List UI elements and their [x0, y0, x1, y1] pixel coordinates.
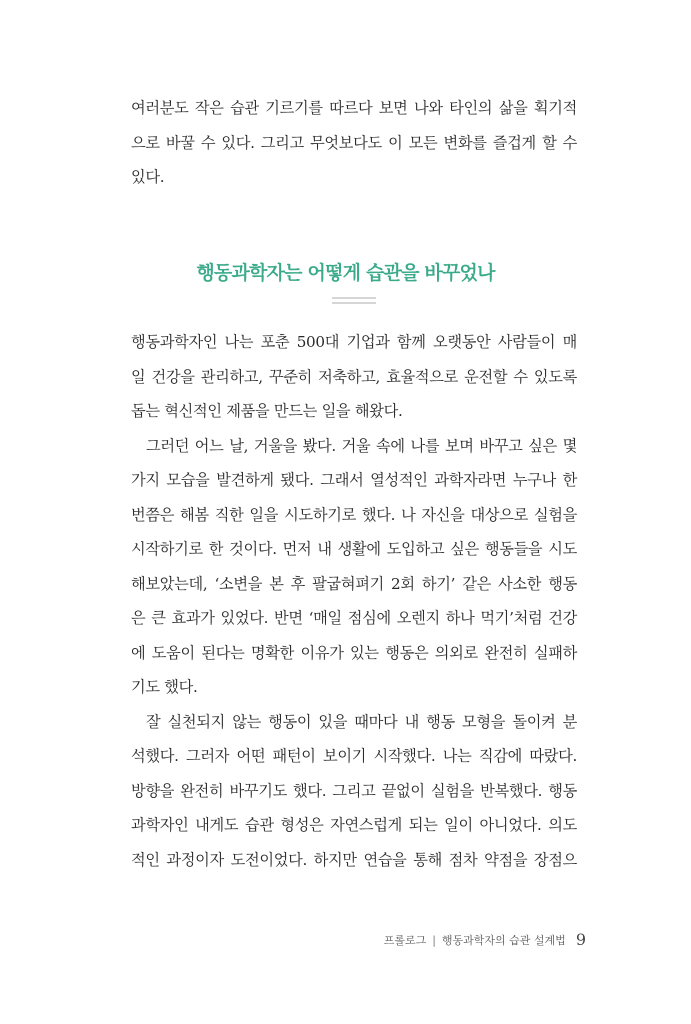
footer-chapter: 프롤로그 [383, 934, 427, 947]
paragraph-3 [131, 705, 577, 878]
running-footer [384, 930, 586, 949]
text-line: 해보았는데, ‘소변을 본 후 팔굽혀펴기 2회 하기’ 같은 사소한 행동 [131, 574, 577, 593]
text-line: 기도 했다. [131, 678, 198, 696]
text-line: 행동과학자인 나는 포춘 500대 기업과 함께 오랫동안 사람들이 매 [131, 333, 577, 351]
heading-divider [332, 297, 376, 304]
text-line: 으로 바꿀 수 있다. 그리고 무엇보다도 이 모든 변화를 즐겁게 할 수 [131, 133, 577, 152]
paragraph-1 [131, 325, 577, 429]
text-line: 은 큰 효과가 있었다. 반면 ‘매일 점심에 오렌지 하나 먹기’처럼 건강 [131, 609, 577, 627]
text-line: 석했다. 그러자 어떤 패턴이 보이기 시작했다. 나는 직감에 따랐다. [131, 747, 577, 765]
text-line: 일 건강을 관리하고, 꾸준히 저축하고, 효율적으로 운전할 수 있도록 [131, 367, 577, 386]
divider-bar [332, 302, 376, 304]
text-line: 가지 모습을 발견하게 됐다. 그래서 열성적인 과학자라면 누구나 한 [131, 471, 577, 489]
text-line: 방향을 완전히 바꾸기도 했다. 그리고 끝없이 실험을 반복했다. 행동 [131, 781, 577, 800]
text-line: 시작하기로 한 것이다. 먼저 내 생활에 도입하고 싶은 행동들을 시도 [131, 540, 577, 558]
footer-separator: | [432, 934, 436, 947]
text-line: 잘 실천되지 않는 행동이 있을 때마다 내 행동 모형을 돌이켜 분 [146, 712, 577, 731]
text-line: 여러분도 작은 습관 기르기를 따르다 보면 나와 타인의 삶을 획기적 [131, 99, 577, 117]
text-line: 에 도움이 된다는 명확한 이유가 있는 행동은 의외로 완전히 실패하 [131, 643, 577, 662]
paragraph-2 [131, 429, 577, 705]
footer-book-title: 행동과학자의 습관 설계법 [441, 934, 566, 947]
text-line: 번쯤은 해봄 직한 일을 시도하기로 했다. 나 자신을 대상으로 실험을 [131, 505, 577, 524]
divider-bar [332, 297, 376, 299]
text-line: 돕는 혁신적인 제품을 만드는 일을 해왔다. [131, 402, 403, 420]
text-line: 과학자인 내게도 습관 형성은 자연스럽게 되는 일이 아니었다. 의도 [131, 816, 577, 834]
intro-paragraph [131, 91, 577, 195]
text-line: 그러던 어느 날, 거울을 봤다. 거울 속에 나를 보며 바꾸고 싶은 몇 [146, 436, 577, 455]
text-line: 있다. [131, 168, 165, 186]
text-line: 적인 과정이자 도전이었다. 하지만 연습을 통해 점차 약점을 장점으 [131, 850, 577, 869]
section-heading: 행동과학자는 어떻게 습관을 바꾸었나 [196, 262, 495, 284]
page-number: 9 [575, 930, 586, 949]
section-body [131, 325, 577, 877]
